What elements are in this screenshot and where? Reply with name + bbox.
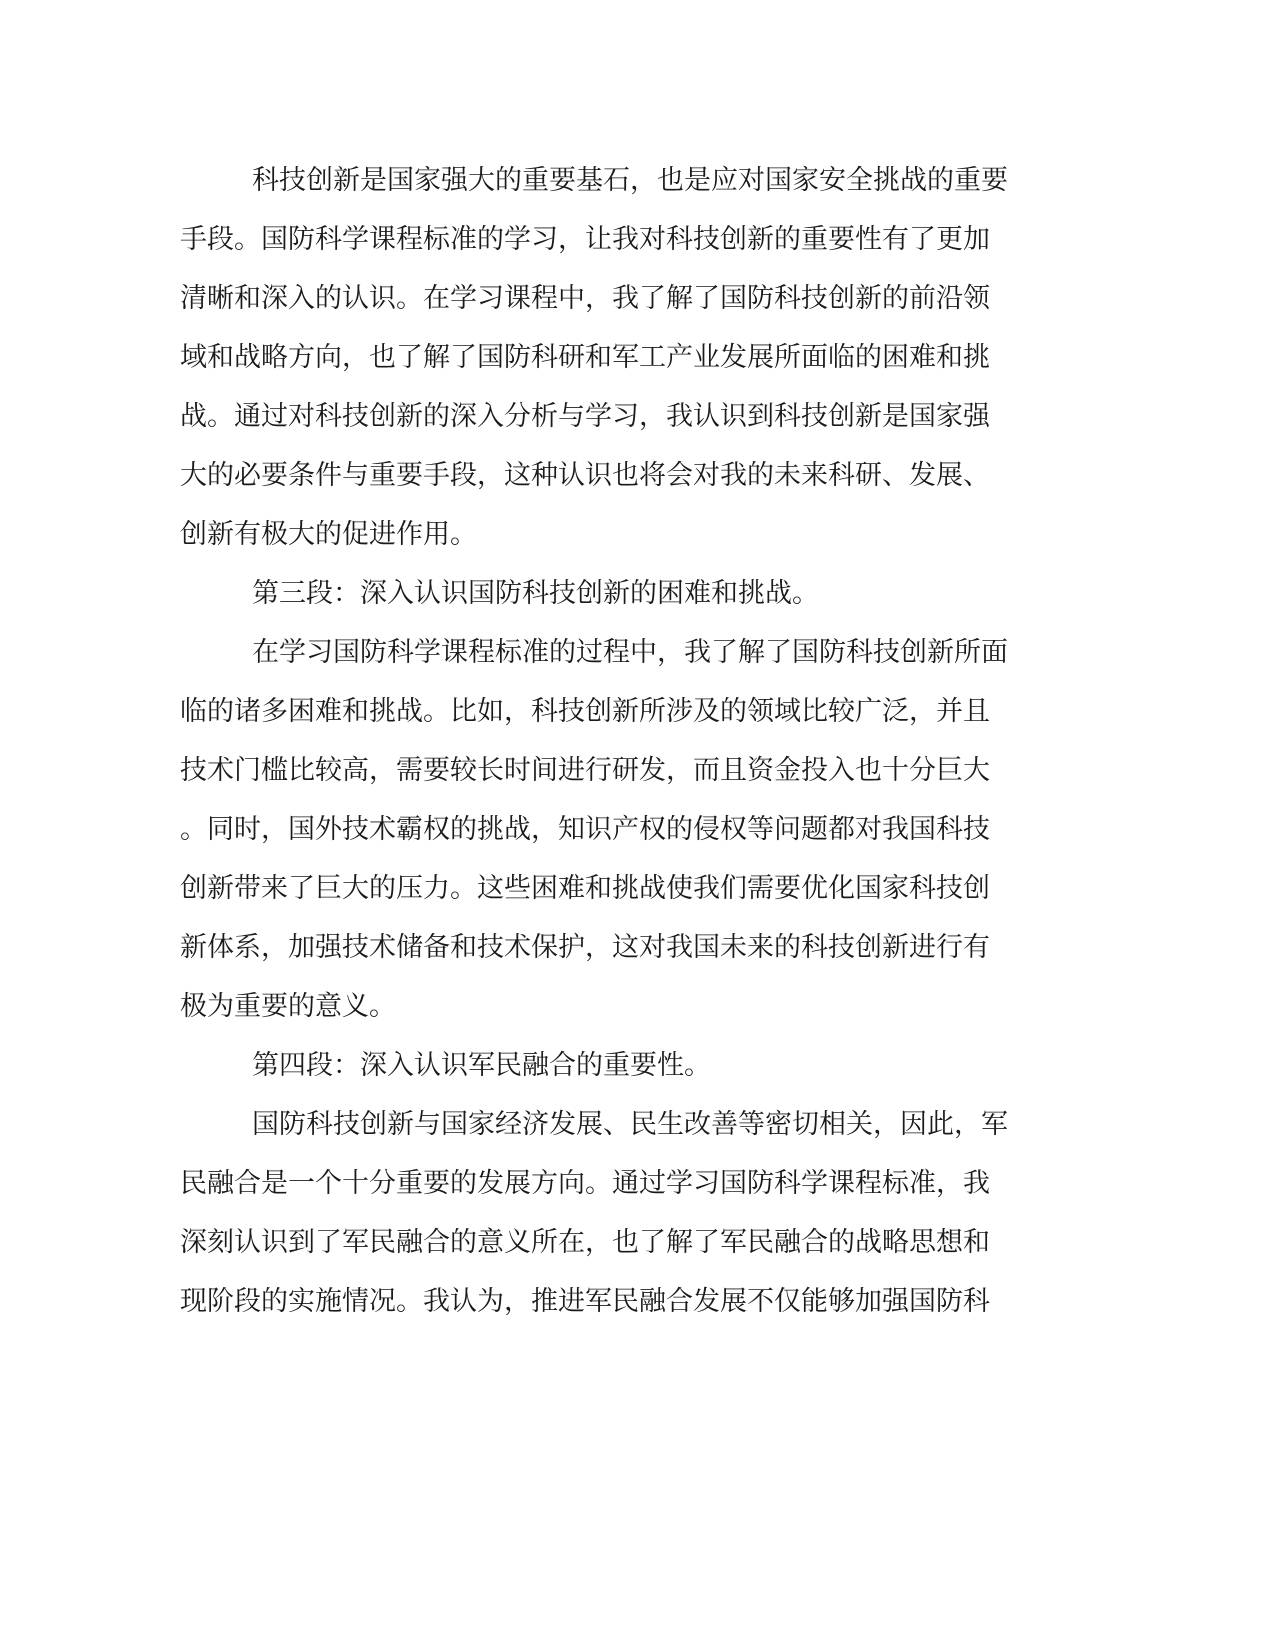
text-line: 国防科技创新与国家经济发展、民生改善等密切相关，因此，军 — [252, 1109, 1008, 1140]
text-line: 清晰和深入的认识。在学习课程中，我了解了国防科技创新的前沿领 — [180, 283, 990, 314]
text-line: 手段。国防科学课程标准的学习，让我对科技创新的重要性有了更加 — [180, 224, 990, 255]
text-line: 创新带来了巨大的压力。这些困难和挑战使我们需要优化国家科技创 — [180, 873, 990, 904]
text-line: 。同时，国外技术霸权的挑战，知识产权的侵权等问题都对我国科技 — [180, 814, 990, 845]
text-line: 科技创新是国家强大的重要基石，也是应对国家安全挑战的重要 — [252, 165, 1008, 196]
text-line: 域和战略方向，也了解了国防科研和军工产业发展所面临的困难和挑 — [180, 342, 990, 373]
text-line: 创新有极大的促进作用。 — [180, 519, 477, 550]
text-line: 现阶段的实施情况。我认为，推进军民融合发展不仅能够加强国防科 — [180, 1286, 990, 1317]
section-heading: 第四段：深入认识军民融合的重要性。 — [252, 1050, 711, 1081]
text-line: 临的诸多困难和挑战。比如，科技创新所涉及的领域比较广泛，并且 — [180, 696, 990, 727]
text-line: 新体系，加强技术储备和技术保护，这对我国未来的科技创新进行有 — [180, 932, 990, 963]
text-line: 民融合是一个十分重要的发展方向。通过学习国防科学课程标准，我 — [180, 1168, 990, 1199]
text-line: 在学习国防科学课程标准的过程中，我了解了国防科技创新所面 — [252, 637, 1008, 668]
section-heading: 第三段：深入认识国防科技创新的困难和挑战。 — [252, 578, 819, 609]
text-line: 大的必要条件与重要手段，这种认识也将会对我的未来科研、发展、 — [180, 460, 990, 491]
text-line: 深刻认识到了军民融合的意义所在，也了解了军民融合的战略思想和 — [180, 1227, 990, 1258]
text-line: 技术门槛比较高，需要较长时间进行研发，而且资金投入也十分巨大 — [180, 755, 990, 786]
text-line: 极为重要的意义。 — [180, 991, 396, 1022]
text-line: 战。通过对科技创新的深入分析与学习，我认识到科技创新是国家强 — [180, 401, 990, 432]
